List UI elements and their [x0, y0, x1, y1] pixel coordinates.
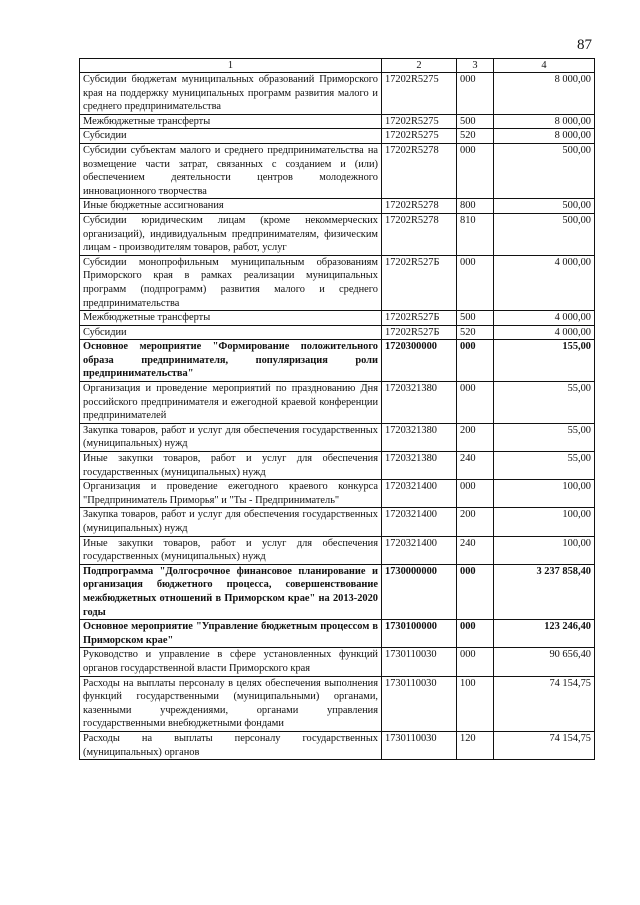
row-name-cell: Закупка товаров, работ и услуг для обеспечения государственных (муниципальных) нужд [80, 423, 382, 451]
row-type-cell: 800 [457, 199, 494, 214]
row-sum-cell: 500,00 [494, 199, 595, 214]
row-type-cell: 120 [457, 731, 494, 759]
row-code-cell: 1720321400 [382, 508, 457, 536]
row-sum-cell: 500,00 [494, 213, 595, 255]
row-name-cell: Субсидии [80, 325, 382, 340]
table-row [80, 311, 595, 326]
row-name-cell: Межбюджетные трансферты [80, 311, 382, 326]
row-name-cell: Организация и проведение ежегодного краевого конкурса "Предприниматель Приморья" и "Ты - Предприниматель" [80, 480, 382, 508]
row-sum-cell: 55,00 [494, 423, 595, 451]
row-code-cell: 17202R5278 [382, 143, 457, 198]
table-row [80, 143, 595, 198]
row-type-cell: 200 [457, 423, 494, 451]
row-code-cell: 1730110030 [382, 648, 457, 676]
row-type-cell: 240 [457, 452, 494, 480]
table-row [80, 731, 595, 759]
row-code-cell: 1730000000 [382, 564, 457, 619]
row-code-cell: 1730100000 [382, 620, 457, 648]
table-row [80, 325, 595, 340]
row-sum-cell: 8 000,00 [494, 114, 595, 129]
row-name-cell: Подпрограмма "Долгосрочное финансовое планирование и организация бюджетного процесса, совершенствование межбюджетных отношений в Приморском крае" на 2013-2020 годы [80, 564, 382, 619]
table-row [80, 508, 595, 536]
row-type-cell: 000 [457, 382, 494, 424]
row-code-cell: 1730110030 [382, 731, 457, 759]
row-type-cell: 000 [457, 480, 494, 508]
row-sum-cell: 123 246,40 [494, 620, 595, 648]
row-name-cell: Основное мероприятие "Управление бюджетным процессом в Приморском крае" [80, 620, 382, 648]
header-row [80, 59, 595, 73]
table-row [80, 114, 595, 129]
row-type-cell: 000 [457, 648, 494, 676]
row-code-cell: 17202R5275 [382, 129, 457, 144]
row-name-cell: Субсидии юридическим лицам (кроме некоммерческих организаций), индивидуальным предпринимателям, физическим лицам - производителям товаров, работ, услуг [80, 213, 382, 255]
row-name-cell: Руководство и управление в сфере установленных функций органов государственной власти Приморского края [80, 648, 382, 676]
row-type-cell: 000 [457, 564, 494, 619]
row-sum-cell: 8 000,00 [494, 73, 595, 115]
row-sum-cell: 100,00 [494, 480, 595, 508]
table-row [80, 255, 595, 310]
row-code-cell: 1720300000 [382, 340, 457, 382]
row-name-cell: Основное мероприятие "Формирование положительного образа предпринимателя, популяризация роли предпринимательства" [80, 340, 382, 382]
row-code-cell: 1720321400 [382, 536, 457, 564]
row-name-cell: Иные бюджетные ассигнования [80, 199, 382, 214]
row-code-cell: 1720321380 [382, 423, 457, 451]
row-code-cell: 17202R5275 [382, 73, 457, 115]
row-sum-cell: 3 237 858,40 [494, 564, 595, 619]
table-row [80, 340, 595, 382]
row-name-cell: Иные закупки товаров, работ и услуг для обеспечения государственных (муниципальных) нужд [80, 452, 382, 480]
row-type-cell: 240 [457, 536, 494, 564]
row-sum-cell: 74 154,75 [494, 676, 595, 731]
row-name-cell: Субсидии [80, 129, 382, 144]
row-type-cell: 000 [457, 340, 494, 382]
table-row [80, 382, 595, 424]
row-type-cell: 810 [457, 213, 494, 255]
row-type-cell: 000 [457, 255, 494, 310]
table-row [80, 648, 595, 676]
table-body [80, 73, 595, 760]
table-row [80, 199, 595, 214]
row-sum-cell: 4 000,00 [494, 255, 595, 310]
row-code-cell: 17202R527Б [382, 255, 457, 310]
table-row [80, 620, 595, 648]
row-sum-cell: 90 656,40 [494, 648, 595, 676]
row-sum-cell: 100,00 [494, 536, 595, 564]
row-name-cell: Субсидии бюджетам муниципальных образований Приморского края на поддержку муниципальных программ развития малого и среднего предпринимательства [80, 73, 382, 115]
table-row [80, 452, 595, 480]
table-row [80, 213, 595, 255]
column-header-name: 1 [80, 59, 382, 73]
row-name-cell: Субсидии субъектам малого и среднего предпринимательства на возмещение части затрат, связанных с созданием и (или) обеспечением деятельности центров молодежного инновационного творчества [80, 143, 382, 198]
row-sum-cell: 500,00 [494, 143, 595, 198]
table-row [80, 480, 595, 508]
row-code-cell: 1720321380 [382, 382, 457, 424]
row-type-cell: 100 [457, 676, 494, 731]
row-code-cell: 17202R527Б [382, 311, 457, 326]
table-row [80, 423, 595, 451]
row-sum-cell: 100,00 [494, 508, 595, 536]
row-code-cell: 1720321380 [382, 452, 457, 480]
row-type-cell: 500 [457, 114, 494, 129]
row-name-cell: Межбюджетные трансферты [80, 114, 382, 129]
row-name-cell: Иные закупки товаров, работ и услуг для обеспечения государственных (муниципальных) нужд [80, 536, 382, 564]
row-sum-cell: 55,00 [494, 382, 595, 424]
table-row [80, 536, 595, 564]
row-sum-cell: 4 000,00 [494, 311, 595, 326]
row-code-cell: 1730110030 [382, 676, 457, 731]
row-type-cell: 200 [457, 508, 494, 536]
row-name-cell: Расходы на выплаты персоналу государственных (муниципальных) органов [80, 731, 382, 759]
row-code-cell: 17202R5278 [382, 213, 457, 255]
row-sum-cell: 4 000,00 [494, 325, 595, 340]
column-header-type: 3 [457, 59, 494, 73]
row-type-cell: 520 [457, 129, 494, 144]
row-type-cell: 000 [457, 143, 494, 198]
column-header-sum: 4 [494, 59, 595, 73]
table-row [80, 676, 595, 731]
budget-table [79, 58, 595, 760]
row-type-cell: 520 [457, 325, 494, 340]
row-code-cell: 17202R5275 [382, 114, 457, 129]
row-code-cell: 17202R527Б [382, 325, 457, 340]
table-row [80, 73, 595, 115]
table-row [80, 564, 595, 619]
page-number: 87 [577, 37, 592, 53]
row-name-cell: Закупка товаров, работ и услуг для обеспечения государственных (муниципальных) нужд [80, 508, 382, 536]
row-name-cell: Организация и проведение мероприятий по празднованию Дня российского предпринимателя и ежегодной краевой конференции предпринимателей [80, 382, 382, 424]
table-row [80, 129, 595, 144]
row-type-cell: 000 [457, 620, 494, 648]
row-name-cell: Расходы на выплаты персоналу в целях обеспечения выполнения функций государственными (муниципальными) органами, казенными учреждениями, органами управления государственными внебюджетными фондами [80, 676, 382, 731]
row-code-cell: 17202R5278 [382, 199, 457, 214]
row-code-cell: 1720321400 [382, 480, 457, 508]
row-type-cell: 500 [457, 311, 494, 326]
row-sum-cell: 55,00 [494, 452, 595, 480]
row-sum-cell: 8 000,00 [494, 129, 595, 144]
row-type-cell: 000 [457, 73, 494, 115]
row-sum-cell: 74 154,75 [494, 731, 595, 759]
column-header-code: 2 [382, 59, 457, 73]
row-sum-cell: 155,00 [494, 340, 595, 382]
row-name-cell: Субсидии монопрофильным муниципальным образованиям Приморского края в рамках реализации муниципальных программ (подпрограмм) развития малого и среднего предпринимательства [80, 255, 382, 310]
